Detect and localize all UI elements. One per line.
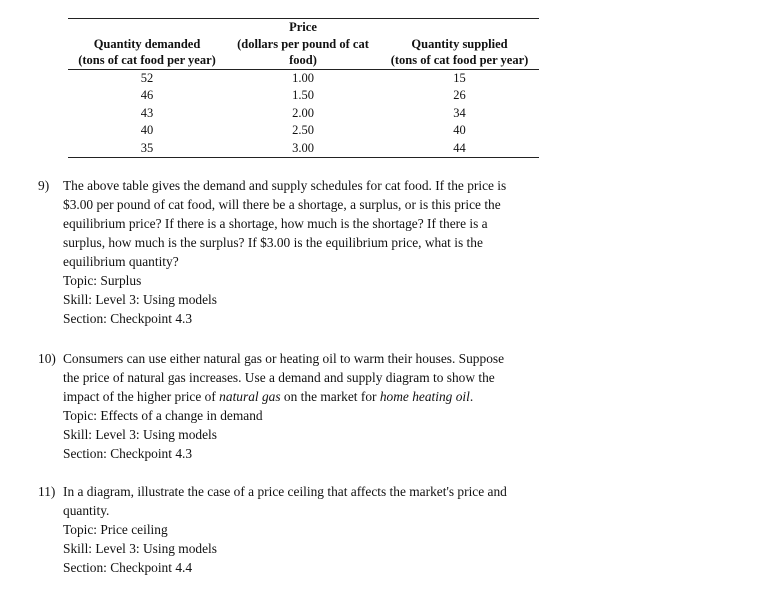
cell-quantity-supplied: 40 (453, 123, 466, 137)
question-number: 11) (38, 484, 56, 499)
supply-demand-table (68, 18, 539, 158)
cell-quantity-demanded: 46 (140, 88, 154, 102)
question-text-line: In a diagram, illustrate the case of a price ceiling that affects the market's price and (63, 484, 507, 499)
cell-price: 3.00 (226, 140, 380, 158)
question-text-line: equilibrium price? If there is a shortage, how much is the shortage? If there is a (63, 216, 488, 231)
header-price-units: (dollars per pound of cat (237, 36, 369, 51)
question-skill: Skill: Level 3: Using models (63, 427, 217, 442)
question-section: Section: Checkpoint 4.3 (63, 311, 193, 326)
cell-quantity-demanded: 40 (140, 123, 154, 137)
question-text-line: Consumers can use either natural gas or heating oil to warm their houses. Suppose (63, 351, 505, 366)
cell-quantity-demanded: 43 (140, 105, 154, 120)
question-topic: Topic: Effects of a change in demand (63, 408, 263, 423)
table-row (68, 87, 539, 105)
question-text-line: $3.00 per pound of cat food, will there be a shortage, a surplus, or is this price the (63, 197, 501, 212)
question-topic: Topic: Price ceiling (63, 522, 168, 537)
question-topic: Topic: Surplus (63, 273, 142, 288)
table-row (68, 140, 539, 158)
question-section: Section: Checkpoint 4.3 (63, 446, 193, 461)
header-price-units-2: food) (226, 52, 380, 69)
question-text-line: quantity. (63, 503, 110, 518)
cell-price: 2.50 (292, 123, 314, 137)
question-11 (38, 482, 598, 577)
question-text-line: The above table gives the demand and supply schedules for cat food. If the price is (63, 178, 507, 193)
cell-quantity-supplied: 15 (453, 70, 466, 85)
cell-price: 2.00 (292, 105, 314, 120)
header-qd-units: (tons of cat food per year) (68, 52, 226, 69)
header-price: Price (226, 19, 380, 36)
question-skill: Skill: Level 3: Using models (63, 292, 217, 307)
emphasis-home-heating-oil: home heating oil (379, 389, 470, 404)
question-section: Section: Checkpoint 4.4 (63, 560, 193, 575)
header-quantity-demanded: Quantity demanded (93, 36, 201, 51)
cell-quantity-demanded: 52 (140, 70, 154, 85)
question-text-line: surplus, how much is the surplus? If $3.00 is the equilibrium price, what is the (63, 235, 483, 250)
cell-quantity-supplied: 34 (453, 105, 466, 120)
cell-price: 1.50 (292, 88, 314, 102)
emphasis-natural-gas: natural gas (219, 389, 281, 404)
table-body (68, 69, 539, 158)
cell-price: 1.00 (292, 70, 314, 85)
cell-quantity-supplied: 26 (453, 88, 466, 102)
table-row (68, 122, 539, 140)
question-skill: Skill: Level 3: Using models (63, 541, 217, 556)
question-text-line: the price of natural gas increases. Use a demand and supply diagram to show the (63, 370, 495, 385)
cell-quantity-supplied: 44 (380, 140, 539, 158)
cell-quantity-demanded: 35 (68, 140, 226, 158)
table-row (68, 105, 539, 123)
question-10 (38, 349, 598, 463)
question-9 (38, 176, 598, 328)
table-header (68, 19, 539, 70)
header-qs-units: (tons of cat food per year) (380, 52, 539, 69)
table-row (68, 69, 539, 87)
question-text-line: equilibrium quantity? (63, 254, 179, 269)
header-quantity-supplied: Quantity supplied (411, 36, 508, 51)
question-text-line: impact of the higher price of natural gas on the market for home heating oil. (63, 389, 474, 404)
question-number: 10) (38, 351, 56, 366)
question-number: 9) (38, 178, 50, 193)
